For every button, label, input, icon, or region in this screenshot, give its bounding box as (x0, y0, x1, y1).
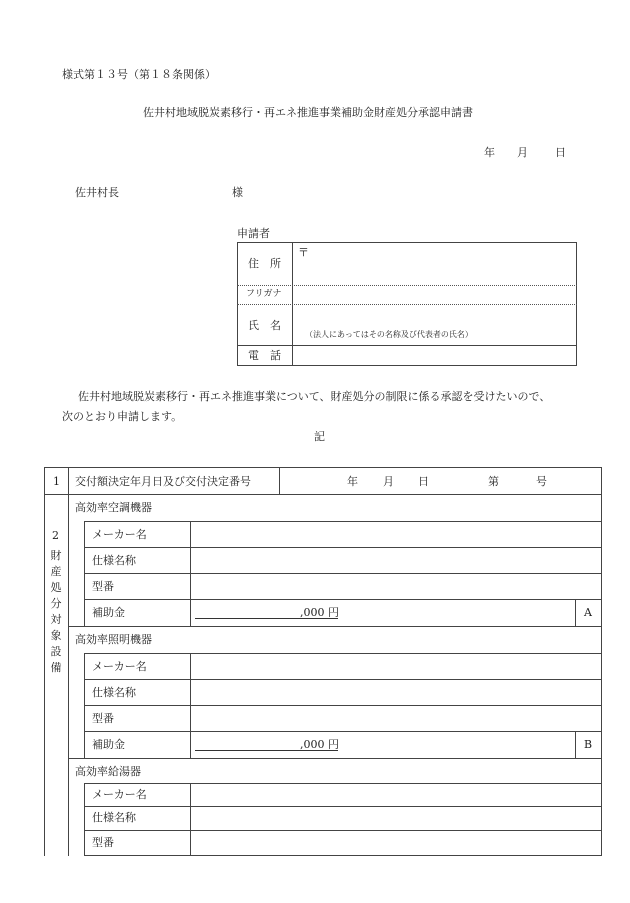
name-input[interactable] (294, 306, 576, 330)
date-day: 日 (555, 146, 566, 159)
furigana-label: フリガナ (246, 289, 282, 299)
name-note: （法人にあってはその名称及び代表者の氏名） (305, 330, 473, 339)
equipment-b-maker-label: メーカー名 (92, 660, 147, 673)
equipment-b-subsidy-label: 補助金 (92, 738, 125, 751)
section2-label-8: 備 (50, 661, 62, 674)
addressee-suffix: 様 (232, 186, 243, 199)
address-input[interactable] (294, 254, 576, 284)
section2-label-4: 分 (50, 597, 62, 610)
equipment-a-letter: A (584, 606, 592, 619)
body-text-line1: 佐井村地域脱炭素移行・再エネ推進事業について、財産処分の制限に係る承認を受けたいので、 (78, 390, 551, 403)
address-label: 住 所 (248, 257, 281, 270)
row1-gou: 号 (536, 475, 547, 488)
date-month: 月 (517, 146, 528, 159)
phone-label: 電 話 (248, 349, 281, 362)
furigana-input[interactable] (294, 287, 576, 303)
ki-label: 記 (314, 430, 325, 443)
row1-number: 1 (53, 475, 60, 488)
page-title: 佐井村地域脱炭素移行・再エネ推進事業補助金財産処分承認申請書 (143, 106, 473, 119)
phone-input[interactable] (294, 347, 576, 365)
equipment-c-maker-label: メーカー名 (92, 788, 147, 801)
section2-label-6: 象 (50, 629, 62, 642)
section2-label-3: 処 (50, 581, 62, 594)
equipment-b-model-label: 型番 (92, 712, 114, 725)
equipment-c-spec-input[interactable] (192, 808, 600, 829)
date-year: 年 (484, 146, 495, 159)
section2-label-5: 対 (50, 613, 62, 626)
name-label: 氏 名 (248, 319, 281, 332)
equipment-a-model-label: 型番 (92, 580, 114, 593)
row1-month: 月 (383, 475, 394, 488)
section2-label-2: 産 (50, 565, 62, 578)
equipment-c-maker-input[interactable] (192, 785, 600, 805)
section2-label-1: 財 (50, 549, 62, 562)
equipment-c-category: 高効率給湯器 (75, 765, 141, 778)
equipment-b-model-input[interactable] (192, 707, 600, 730)
equipment-b-maker-input[interactable] (192, 655, 600, 678)
addressee-name: 佐井村長 (75, 186, 119, 199)
equipment-a-spec-label: 仕様名称 (92, 554, 136, 567)
row1-year: 年 (347, 475, 358, 488)
equipment-c-model-input[interactable] (192, 832, 600, 854)
equipment-c-spec-label: 仕様名称 (92, 811, 136, 824)
equipment-a-model-input[interactable] (192, 575, 600, 598)
equipment-b-letter: B (584, 738, 593, 751)
section2-number: 2 (52, 529, 59, 542)
applicant-heading: 申請者 (237, 227, 270, 240)
equipment-a-maker-label: メーカー名 (92, 528, 147, 541)
row1-label: 交付額決定年月日及び交付決定番号 (75, 475, 251, 488)
equipment-c-model-label: 型番 (92, 836, 114, 849)
equipment-a-subsidy-label: 補助金 (92, 606, 125, 619)
equipment-b-spec-label: 仕様名称 (92, 686, 136, 699)
equipment-a-category: 高効率空調機器 (75, 501, 152, 514)
equipment-a-spec-input[interactable] (192, 549, 600, 572)
body-text-line2: 次のとおり申請します。 (62, 410, 183, 423)
row1-day: 日 (418, 475, 429, 488)
section2-label-7: 設 (50, 645, 62, 658)
equipment-b-category: 高効率照明機器 (75, 633, 152, 646)
equipment-b-amount: ,000 円 (300, 738, 339, 751)
equipment-a-maker-input[interactable] (192, 523, 600, 546)
form-number: 様式第１３号（第１８条関係） (62, 68, 216, 81)
postal-mark: 〒 (298, 246, 309, 259)
equipment-b-spec-input[interactable] (192, 681, 600, 704)
row1-dai: 第 (488, 475, 499, 488)
equipment-a-amount: ,000 円 (300, 606, 339, 619)
